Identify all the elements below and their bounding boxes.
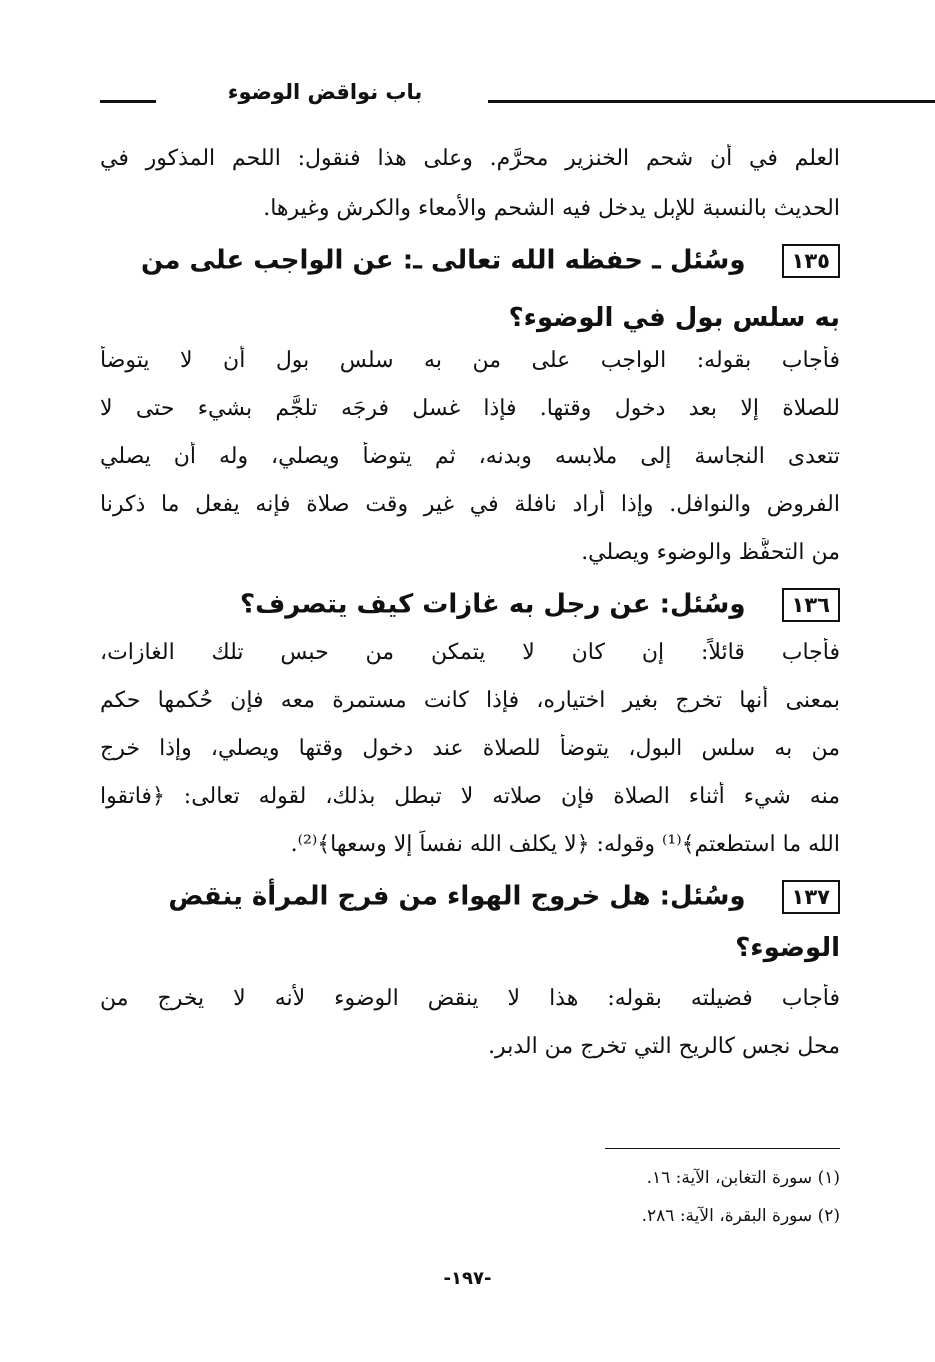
intro-line: العلم في أن شحم الخنزير محرَّم. وعلى هذا فنقول: اللحم المذكور في <box>100 146 840 171</box>
running-header <box>100 78 840 118</box>
answer-line: الله ما استطعتم﴾⁽¹⁾ وقوله: ﴿لا يكلف الله نفساً إلا وسعها﴾⁽²⁾. <box>290 832 840 857</box>
answer-line: للصلاة إلا بعد دخول وقتها. فإذا غسل فرجَه تلجَّم بشيء حتى لا <box>100 396 840 421</box>
question-135-cont: به سلس بول في الوضوء؟ <box>508 303 840 333</box>
footnote-2: (٢) سورة البقرة، الآية: ٢٨٦. <box>641 1206 840 1226</box>
answer-line: من التحفُّظ والوضوء ويصلي. <box>581 540 840 565</box>
header-rule-right <box>488 100 935 103</box>
question-137 <box>100 876 840 917</box>
header-rule-left <box>100 100 156 103</box>
question-number: ١٣٦ <box>782 588 840 622</box>
page-number: -١٩٧- <box>443 1268 492 1289</box>
question-text: وسُئل: عن رجل به غازات كيف يتصرف؟ <box>240 589 746 620</box>
answer-line: فأجاب بقوله: الواجب على من به سلس بول أن لا يتوضأ <box>100 348 840 373</box>
footnote-rule <box>605 1148 840 1149</box>
answer-line: محل نجس كالريح التي تخرج من الدبر. <box>488 1034 840 1059</box>
answer-line: الفروض والنوافل. وإذا أراد نافلة في غير وقت صلاة فإنه يفعل ما ذكرنا <box>100 492 840 517</box>
answer-line: فأجاب قائلاً: إن كان لا يتمكن من حبس تلك الغازات، <box>100 640 840 665</box>
question-137-cont: الوضوء؟ <box>735 933 840 963</box>
question-number: ١٣٧ <box>782 880 840 914</box>
intro-line: الحديث بالنسبة للإبل يدخل فيه الشحم والأمعاء والكرش وغيرها. <box>263 196 840 221</box>
answer-line: فأجاب فضيلته بقوله: هذا لا ينقض الوضوء لأنه لا يخرج من <box>100 986 840 1011</box>
question-136 <box>100 584 840 625</box>
chapter-title: باب نواقض الوضوء <box>227 80 423 104</box>
answer-line: من به سلس البول، يتوضأ للصلاة عند دخول وقتها ويصلي، وإذا خرج <box>100 736 840 761</box>
answer-line: تتعدى النجاسة إلى ملابسه وبدنه، ثم يتوضأ ويصلي، وله أن يصلي <box>100 444 840 469</box>
footnote-1: (١) سورة التغابن، الآية: ١٦. <box>646 1168 840 1188</box>
question-135 <box>100 240 840 281</box>
question-number: ١٣٥ <box>782 244 840 278</box>
answer-line: منه شيء أثناء الصلاة فإن صلاته لا تبطل بذلك، لقوله تعالى: ﴿فاتقوا <box>100 784 840 809</box>
answer-line: بمعنى أنها تخرج بغير اختياره، فإذا كانت مستمرة معه فإن حُكمها حكم <box>100 688 840 713</box>
question-text: وسُئل: هل خروج الهواء من فرج المرأة ينقض <box>168 881 746 912</box>
question-text: وسُئل ـ حفظه الله تعالى ـ: عن الواجب على من <box>141 245 746 276</box>
